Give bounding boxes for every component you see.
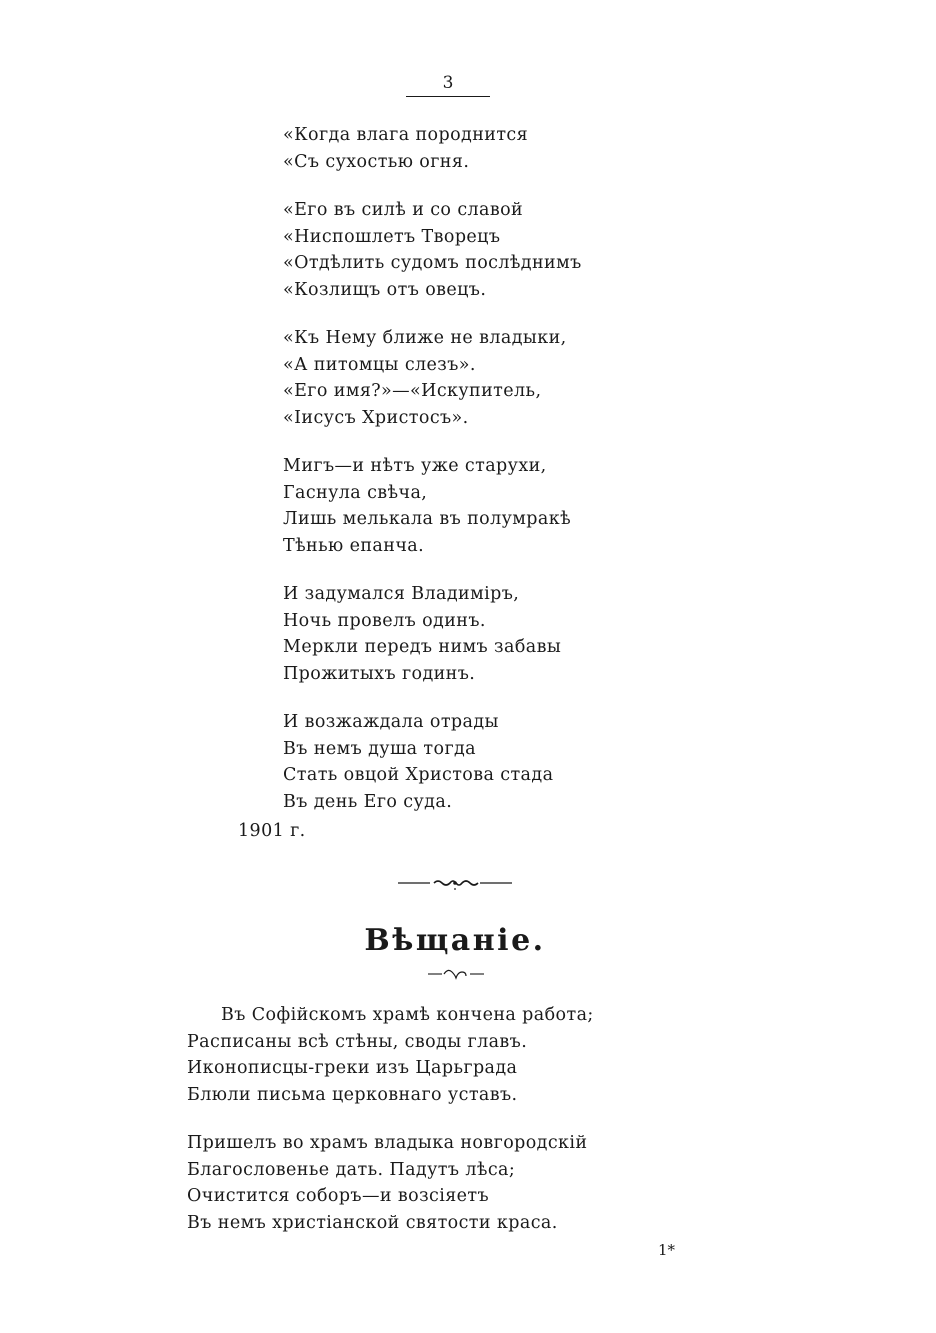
poem-line: Въ день Его суда.: [283, 791, 453, 812]
poem-line: «Ниспошлетъ Творецъ: [283, 226, 501, 247]
title-flourish-icon: [428, 966, 484, 980]
poem-line: Блюли письма церковнаго уставъ.: [187, 1084, 518, 1105]
stanza: [283, 581, 703, 687]
stanza: [187, 1130, 747, 1236]
stanza: [283, 122, 703, 175]
poem-line: «Козлищъ отъ овецъ.: [283, 279, 487, 300]
poem-line: И возжаждала отрады: [283, 712, 499, 732]
stanza: [187, 1002, 747, 1108]
poem-end: [283, 122, 703, 837]
stanza: [283, 197, 703, 303]
poem-line: «Съ сухостью огня.: [283, 151, 470, 172]
stanza: [283, 709, 703, 815]
poem-line: Прожитыхъ годинъ.: [283, 663, 476, 684]
stanza: [283, 453, 703, 559]
poem-line: Въ немъ душа тогда: [283, 738, 477, 759]
poem-line: Очистится соборъ—и возсіяетъ: [187, 1186, 490, 1206]
ornament-divider-icon: [398, 877, 512, 891]
poem-line: Лишь мелькала въ полумракѣ: [283, 509, 572, 529]
poem-line: Мигъ—и нѣтъ уже старухи,: [283, 456, 547, 476]
poem-line: Расписаны всѣ стѣны, своды главъ.: [187, 1031, 528, 1052]
poem-line: «Когда влага породнится: [283, 125, 529, 145]
poem-line: Въ немъ христіанской святости краса.: [187, 1212, 558, 1233]
page-number: 3: [442, 73, 454, 93]
poem-line: «Его въ силѣ и со славой: [283, 200, 524, 220]
poem-line: Иконописцы-греки изъ Царьграда: [187, 1058, 518, 1078]
poem-line: Пришелъ во храмъ владыка новгородскій: [187, 1133, 588, 1153]
poem-date: 1901 г.: [238, 821, 306, 841]
poem-line: И задумался Владиміръ,: [283, 584, 520, 604]
poem-line: Благословенье дать. Падутъ лѣса;: [187, 1159, 516, 1180]
poem-title: Вѣщаніе.: [364, 923, 546, 958]
poem-line: Тѣнью епанча.: [283, 535, 425, 556]
poem-line: Гаснула свѣча,: [283, 482, 428, 503]
poem-line: «Его имя?»—«Искупитель,: [283, 381, 542, 401]
page-number-rule: [406, 96, 490, 97]
poem-line: «Отдѣлить судомъ послѣднимъ: [283, 253, 582, 273]
poem-line: Стать овцой Христова стада: [283, 765, 554, 785]
signature-mark: 1*: [658, 1241, 676, 1259]
poem-new: [187, 1002, 747, 1258]
poem-line: Ночь провелъ одинъ.: [283, 610, 486, 631]
poem-line: «Къ Нему ближе не владыки,: [283, 328, 567, 348]
stanza: [283, 325, 703, 431]
poem-line: Меркли передъ нимъ забавы: [283, 637, 562, 657]
poem-line: «Іисусъ Христосъ».: [283, 407, 469, 428]
poem-line: «А питомцы слезъ».: [283, 354, 476, 375]
poem-line: Въ Софійскомъ храмѣ кончена работа;: [221, 1005, 594, 1025]
